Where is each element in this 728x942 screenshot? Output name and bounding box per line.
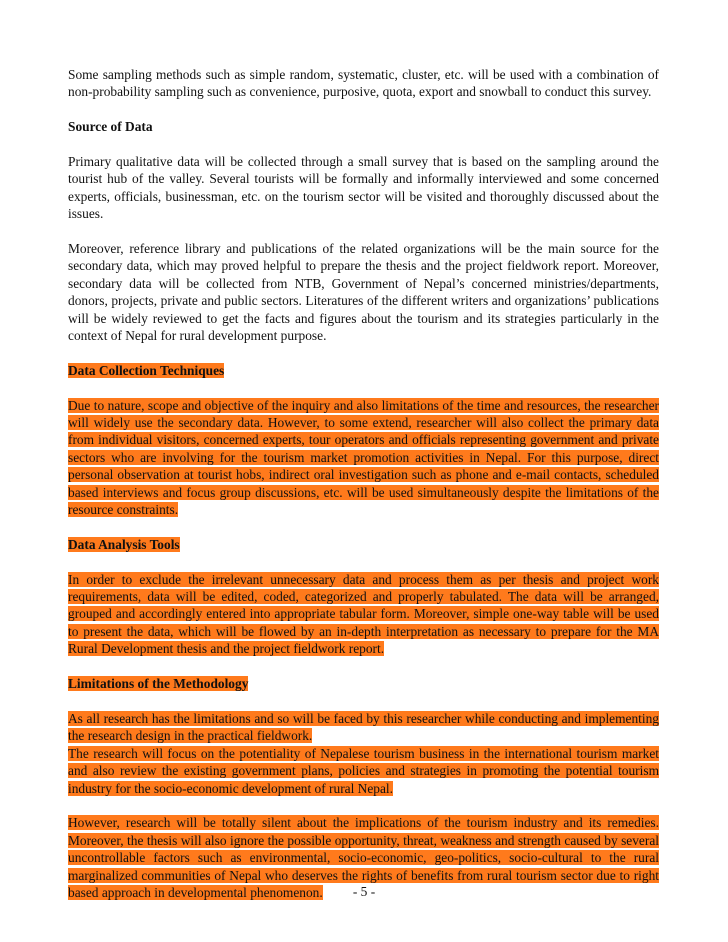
primary-data-paragraph: Primary qualitative data will be collected through a small survey that is based on the sampling around the tourist hub of the valley. Several tourists will be formally and informally interviewed and some concerned experts, officials, businessman, etc. on the tourism sector will be visited and thoroughly discussed about the issues. [68, 154, 659, 222]
page-number: - 5 - [352, 884, 376, 899]
source-of-data-heading [68, 118, 659, 135]
data-analysis-heading [68, 536, 659, 553]
data-collection-heading [68, 362, 659, 379]
limitations-paragraph-2 [68, 745, 659, 797]
data-analysis-paragraph [68, 571, 659, 658]
data-analysis-heading-text: Data Analysis Tools [68, 536, 180, 552]
sampling-paragraph: Some sampling methods such as simple random, systematic, cluster, etc. will be used with a combination of non-probability sampling such as convenience, purposive, quota, export and snowball to conduct this survey. [68, 67, 659, 100]
limitations-paragraph-1-text: As all research has the limitations and so will be faced by this researcher while conducting and implementing the research design in the practical fieldwork. [68, 710, 659, 744]
limitations-heading [68, 675, 659, 692]
data-collection-paragraph-text: Due to nature, scope and objective of the inquiry and also limitations of the time and resources, the researcher will widely use the secondary data. However, to some extend, researcher will also collect the primary data from individual visitors, concerned experts, tour operators and officials representing government and private sectors who are involving for the tourism market promotion activities in Nepal. For this purpose, direct personal observation at tourist hobs, indirect oral investigation such as phone and e-mail contacts, scheduled based interviews and focus group discussions, etc. will be used simultaneously despite the limitations of the resource constraints. [68, 397, 659, 518]
secondary-data-paragraph: Moreover, reference library and publications of the related organizations will be the main source for the secondary data, which may proved helpful to prepare the thesis and the project fieldwork report. Moreover, secondary data will be collected from NTB, Government of Nepal’s concerned ministries/departments, donors, projects, private and public sectors. Literatures of the different writers and organizations’ publications will be widely reviewed to get the facts and figures about the tourism and its strategies particularly in the context of Nepal for rural development purpose. [68, 241, 659, 344]
limitations-heading-text: Limitations of the Methodology [68, 676, 249, 692]
limitations-paragraph-3-text: However, research will be totally silent about the implications of the tourism industry and its remedies. Moreover, the thesis will also ignore the possible opportunity, threat, weakness and strength caused by several uncontrollable factors such as environmental, socio-economic, geo-politics, socio-cultural to the rural marginalized communities of Nepal who deserves the rights of benefits from rural tourism sector due to right based approach in developmental phenomenon. [68, 815, 659, 900]
data-collection-paragraph [68, 397, 659, 519]
limitations-paragraph-2-text: The research will focus on the potentiality of Nepalese tourism business in the international tourism market and also review the existing government plans, policies and strategies in promoting the potential tourism industry for the socio-economic development of rural Nepal. [68, 745, 659, 796]
data-collection-heading-text: Data Collection Techniques [68, 362, 225, 378]
document-page [68, 66, 659, 901]
data-analysis-paragraph-text: In order to exclude the irrelevant unnecessary data and process them as per thesis and project work requirements, data will be edited, coded, categorized and properly tabulated. The data will be arranged, grouped and accordingly entered into appropriate tabular form. Moreover, simple one-way table will be used to present the data, which will be flowed by an in-depth interpretation as necessary to prepare for the MA Rural Development thesis and the project fieldwork report. [68, 571, 659, 657]
source-of-data-heading-text: Source of Data [68, 119, 153, 135]
limitations-paragraph-1 [68, 710, 659, 745]
